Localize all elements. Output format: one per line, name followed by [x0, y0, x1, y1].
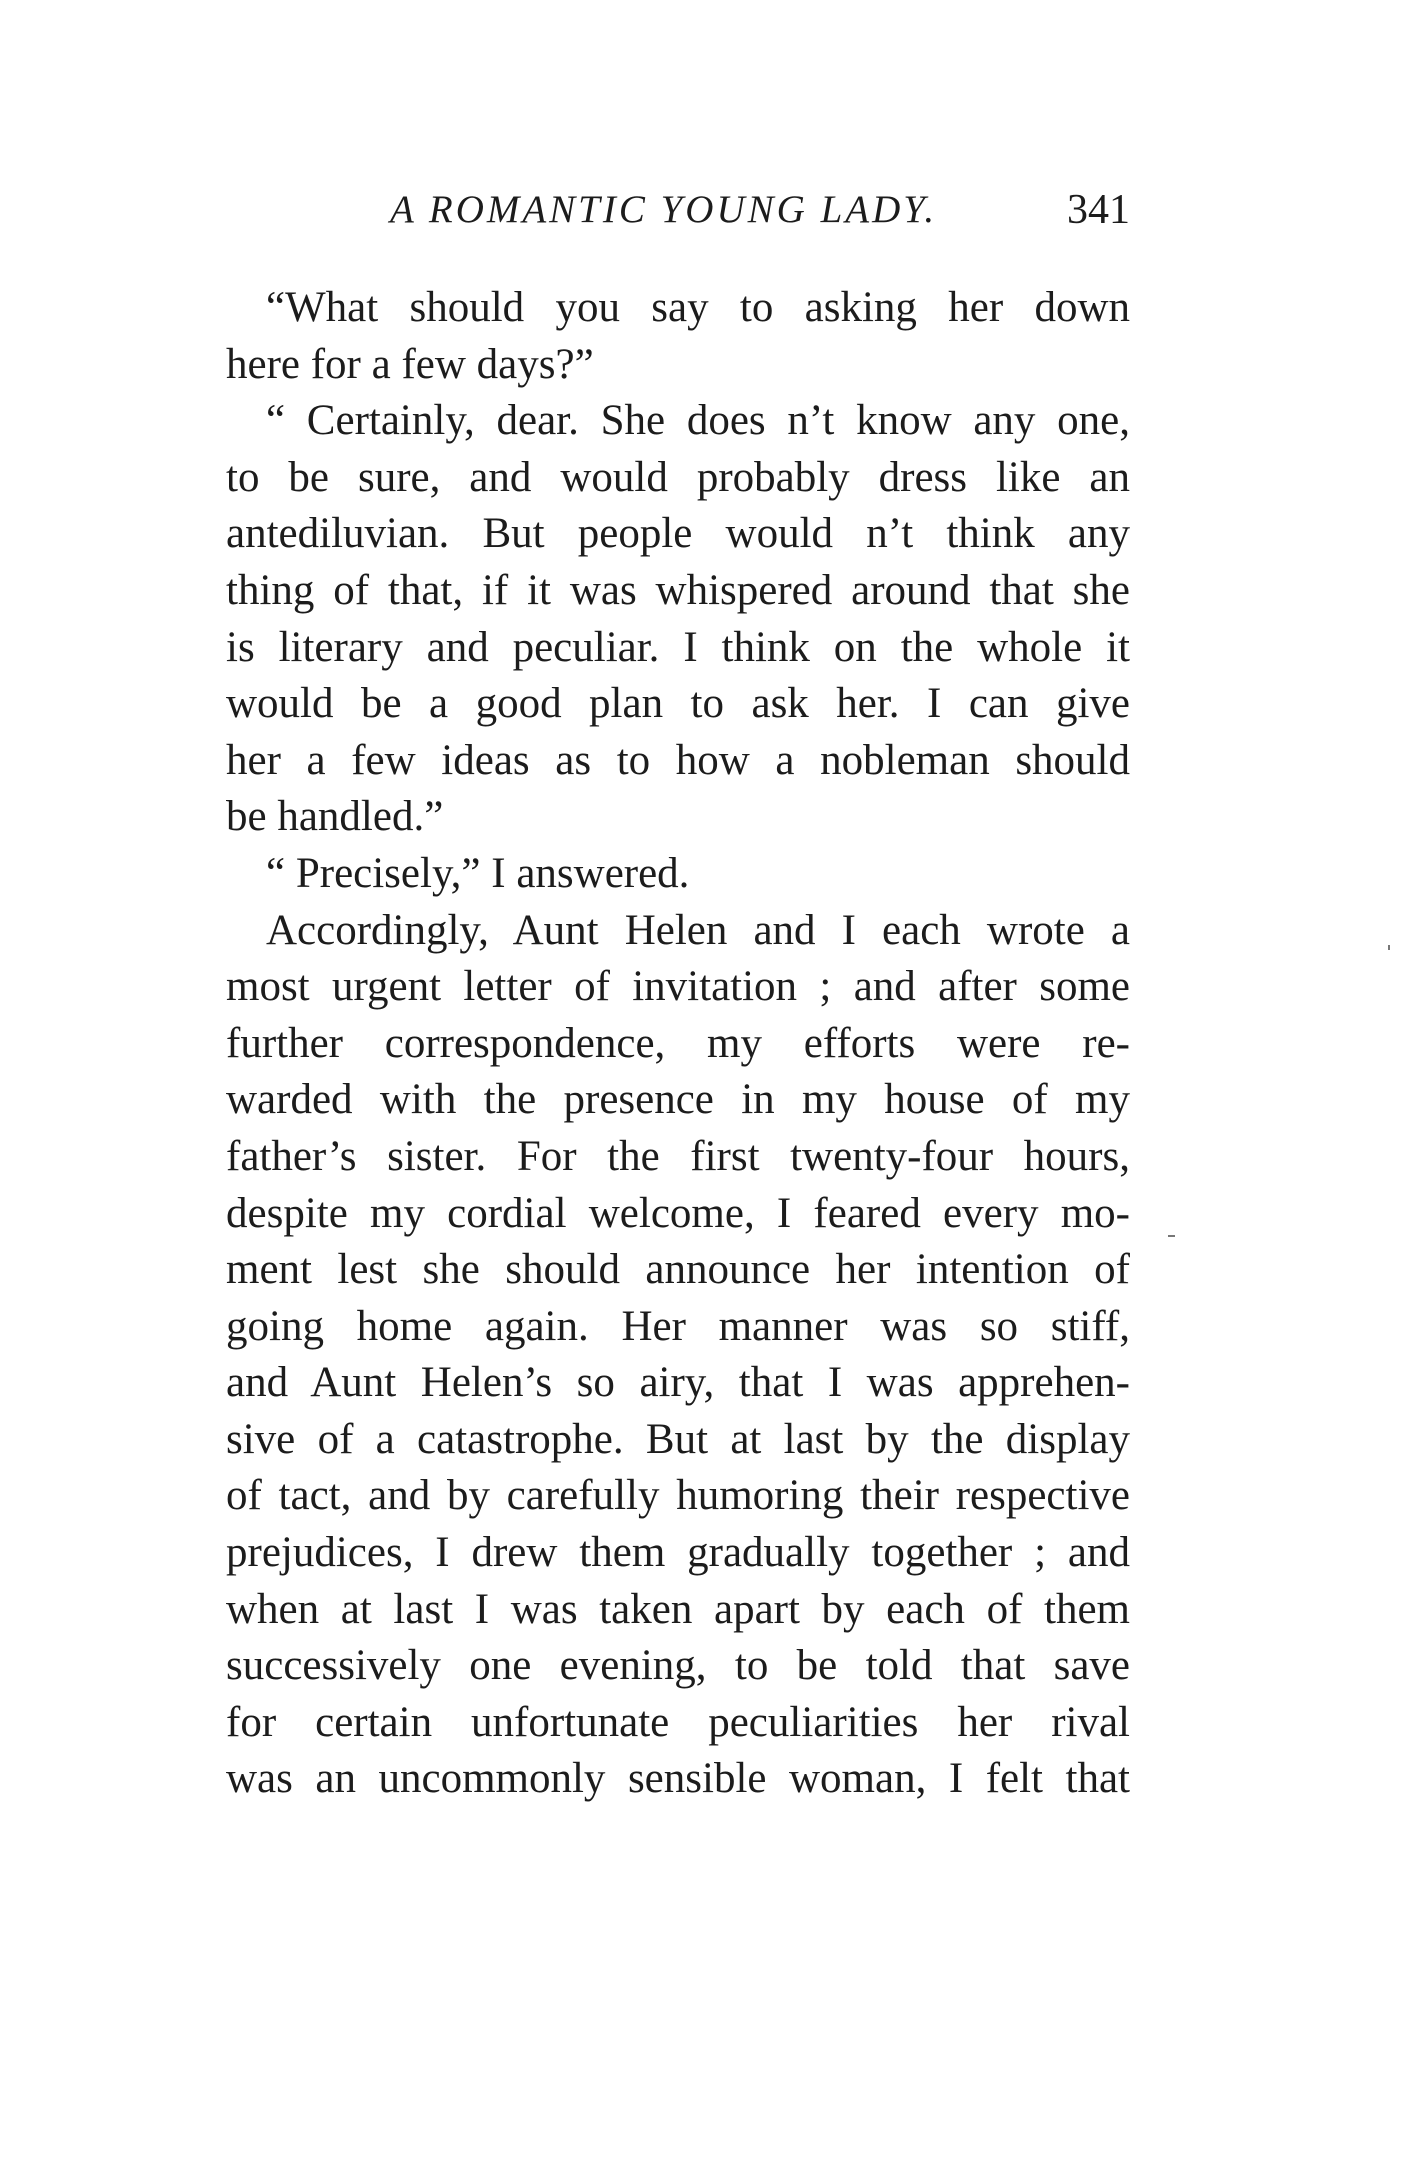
text-line: most urgent letter of invitation ; and after some: [226, 963, 1130, 1011]
text-line: despite my cordial welcome, I feared every mo-: [226, 1189, 1130, 1237]
paper-speck: [1168, 1235, 1175, 1237]
text-line: Accordingly, Aunt Helen and I each wrote a: [266, 906, 1130, 954]
text-line: prejudices, I drew them gradually together ; and: [226, 1529, 1130, 1577]
text-line: her a few ideas as to how a nobleman should: [226, 736, 1130, 784]
text-line: and Aunt Helen’s so airy, that I was apprehen-: [226, 1359, 1130, 1407]
text-line: successively one evening, to be told that save: [226, 1642, 1130, 1690]
page-header: [390, 180, 1130, 240]
text-line: “ Precisely,” I answered.: [266, 849, 690, 897]
text-line: be handled.”: [226, 793, 444, 841]
text-line: was an uncommonly sensible woman, I felt that: [226, 1755, 1130, 1803]
page-number: 341: [1067, 187, 1130, 233]
text-line: here for a few days?”: [226, 340, 594, 388]
text-line: warded with the presence in my house of my: [226, 1076, 1130, 1124]
text-line: sive of a catastrophe. But at last by the display: [226, 1415, 1130, 1463]
text-line: “What should you say to asking her down: [266, 284, 1130, 331]
text-line: is literary and peculiar. I think on the whole it: [226, 623, 1130, 671]
paper-speck: [1388, 945, 1390, 950]
text-line: father’s sister. For the first twenty-four hours,: [226, 1132, 1130, 1180]
body-text: [226, 280, 1130, 1808]
text-line: further correspondence, my efforts were re-: [226, 1019, 1130, 1067]
text-line: going home again. Her manner was so stiff,: [226, 1302, 1130, 1350]
running-title: A ROMANTIC YOUNG LADY.: [390, 188, 938, 231]
text-line: ment lest she should announce her intention of: [226, 1246, 1130, 1294]
text-line: of tact, and by carefully humoring their respective: [226, 1472, 1130, 1520]
text-line: antediluvian. But people would n’t think any: [226, 510, 1130, 558]
text-line: would be a good plan to ask her. I can give: [226, 680, 1130, 728]
text-line: for certain unfortunate peculiarities her rival: [226, 1698, 1130, 1746]
text-line: thing of that, if it was whispered around that she: [226, 566, 1130, 614]
text-line: “ Certainly, dear. She does n’t know any one,: [266, 397, 1130, 445]
text-line: when at last I was taken apart by each of them: [226, 1585, 1130, 1633]
text-line: to be sure, and would probably dress like an: [226, 453, 1130, 501]
